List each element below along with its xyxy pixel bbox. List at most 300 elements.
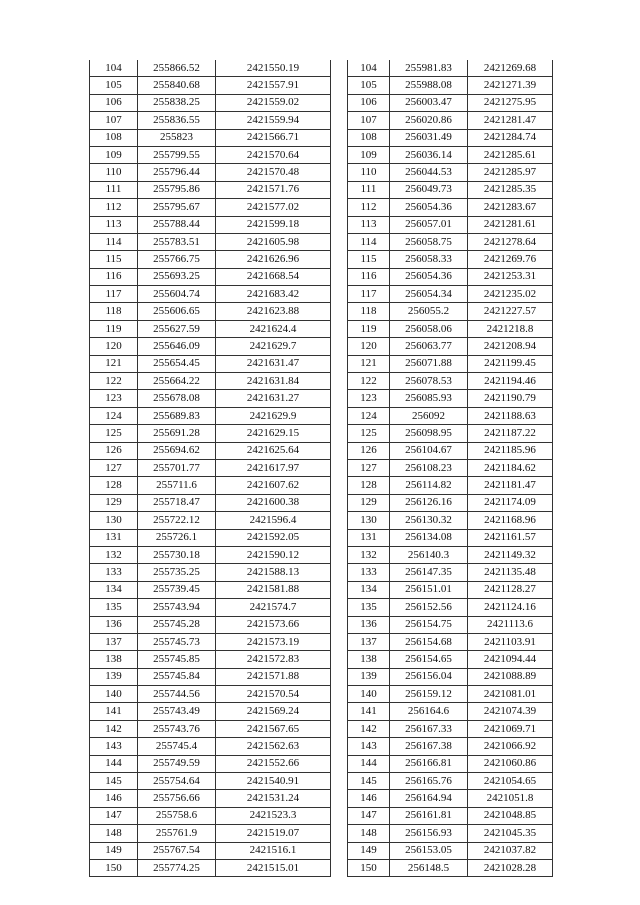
x-coordinate-cell: 256057.01 — [390, 216, 468, 233]
point-number-cell: 104 — [90, 60, 138, 77]
table-row — [90, 199, 331, 216]
x-coordinate-cell: 256054.36 — [390, 268, 468, 285]
y-coordinate-cell: 2421045.35 — [468, 825, 553, 842]
table-row — [90, 807, 331, 824]
point-number-cell: 139 — [348, 668, 390, 685]
point-number-cell: 119 — [348, 320, 390, 337]
y-coordinate-cell: 2421128.27 — [468, 581, 553, 598]
table-row — [90, 164, 331, 181]
x-coordinate-cell: 256152.56 — [390, 599, 468, 616]
table-row — [348, 477, 553, 494]
point-number-cell: 125 — [348, 425, 390, 442]
table-row — [90, 790, 331, 807]
point-number-cell: 126 — [348, 442, 390, 459]
table-row — [90, 494, 331, 511]
y-coordinate-cell: 2421574.7 — [216, 599, 331, 616]
y-coordinate-cell: 2421285.35 — [468, 181, 553, 198]
y-coordinate-cell: 2421570.54 — [216, 686, 331, 703]
table-row — [90, 320, 331, 337]
x-coordinate-cell: 255646.09 — [138, 338, 216, 355]
x-coordinate-cell: 255689.83 — [138, 407, 216, 424]
table-row — [348, 181, 553, 198]
table-row — [90, 181, 331, 198]
table-row — [90, 129, 331, 146]
table-row — [348, 233, 553, 250]
x-coordinate-cell: 255743.94 — [138, 599, 216, 616]
y-coordinate-cell: 2421567.65 — [216, 720, 331, 737]
point-number-cell: 138 — [348, 651, 390, 668]
y-coordinate-cell: 2421069.71 — [468, 720, 553, 737]
table-row — [90, 268, 331, 285]
point-number-cell: 128 — [348, 477, 390, 494]
table-row — [348, 146, 553, 163]
x-coordinate-cell: 256167.38 — [390, 738, 468, 755]
x-coordinate-cell: 255796.44 — [138, 164, 216, 181]
x-coordinate-cell: 255866.52 — [138, 60, 216, 77]
table-row — [348, 442, 553, 459]
point-number-cell: 148 — [90, 825, 138, 842]
point-number-cell: 150 — [90, 859, 138, 876]
x-coordinate-cell: 255604.74 — [138, 286, 216, 303]
y-coordinate-cell: 2421588.13 — [216, 564, 331, 581]
x-coordinate-cell: 256166.81 — [390, 755, 468, 772]
point-number-cell: 123 — [348, 390, 390, 407]
point-number-cell: 130 — [348, 512, 390, 529]
y-coordinate-cell: 2421557.91 — [216, 77, 331, 94]
table-row — [90, 459, 331, 476]
point-number-cell: 143 — [348, 738, 390, 755]
point-number-cell: 122 — [348, 373, 390, 390]
x-coordinate-cell: 256044.53 — [390, 164, 468, 181]
point-number-cell: 147 — [348, 807, 390, 824]
x-coordinate-cell: 256055.2 — [390, 303, 468, 320]
x-coordinate-cell: 255795.86 — [138, 181, 216, 198]
point-number-cell: 142 — [348, 720, 390, 737]
x-coordinate-cell: 255743.76 — [138, 720, 216, 737]
table-row — [90, 338, 331, 355]
point-number-cell: 105 — [90, 77, 138, 94]
table-row — [90, 425, 331, 442]
point-number-cell: 150 — [348, 859, 390, 876]
x-coordinate-cell: 255745.85 — [138, 651, 216, 668]
x-coordinate-cell: 256058.33 — [390, 251, 468, 268]
x-coordinate-cell: 255654.45 — [138, 355, 216, 372]
x-coordinate-cell: 255840.68 — [138, 77, 216, 94]
point-number-cell: 121 — [90, 355, 138, 372]
point-number-cell: 135 — [348, 599, 390, 616]
point-number-cell: 114 — [90, 233, 138, 250]
table-row — [348, 790, 553, 807]
point-number-cell: 117 — [90, 286, 138, 303]
y-coordinate-cell: 2421218.8 — [468, 320, 553, 337]
x-coordinate-cell: 255711.6 — [138, 477, 216, 494]
table-row — [348, 703, 553, 720]
y-coordinate-cell: 2421283.67 — [468, 199, 553, 216]
point-number-cell: 133 — [90, 564, 138, 581]
y-coordinate-cell: 2421519.07 — [216, 825, 331, 842]
coordinate-table-left — [89, 60, 331, 877]
y-coordinate-cell: 2421516.1 — [216, 842, 331, 859]
table-row — [90, 529, 331, 546]
table-row — [348, 651, 553, 668]
table-row — [348, 755, 553, 772]
y-coordinate-cell: 2421028.28 — [468, 859, 553, 876]
x-coordinate-cell: 255735.25 — [138, 564, 216, 581]
x-coordinate-cell: 255836.55 — [138, 112, 216, 129]
table-row — [90, 233, 331, 250]
x-coordinate-cell: 255744.56 — [138, 686, 216, 703]
y-coordinate-cell: 2421599.18 — [216, 216, 331, 233]
y-coordinate-cell: 2421060.86 — [468, 755, 553, 772]
x-coordinate-cell: 255745.4 — [138, 738, 216, 755]
point-number-cell: 122 — [90, 373, 138, 390]
point-number-cell: 114 — [348, 233, 390, 250]
table-row — [90, 373, 331, 390]
point-number-cell: 141 — [90, 703, 138, 720]
table-row — [348, 720, 553, 737]
table-row — [90, 355, 331, 372]
table-row — [348, 546, 553, 563]
table-row — [348, 529, 553, 546]
point-number-cell: 143 — [90, 738, 138, 755]
table-row — [348, 633, 553, 650]
table-row — [90, 581, 331, 598]
x-coordinate-cell: 256130.32 — [390, 512, 468, 529]
y-coordinate-cell: 2421185.96 — [468, 442, 553, 459]
table-row — [348, 286, 553, 303]
table-row — [90, 146, 331, 163]
y-coordinate-cell: 2421631.47 — [216, 355, 331, 372]
x-coordinate-cell: 256134.08 — [390, 529, 468, 546]
table-row — [348, 216, 553, 233]
point-number-cell: 129 — [90, 494, 138, 511]
y-coordinate-cell: 2421187.22 — [468, 425, 553, 442]
point-number-cell: 148 — [348, 825, 390, 842]
x-coordinate-cell: 255743.49 — [138, 703, 216, 720]
y-coordinate-cell: 2421188.63 — [468, 407, 553, 424]
table-row — [348, 112, 553, 129]
table-row — [90, 599, 331, 616]
y-coordinate-cell: 2421590.12 — [216, 546, 331, 563]
y-coordinate-cell: 2421051.8 — [468, 790, 553, 807]
x-coordinate-cell: 256154.68 — [390, 633, 468, 650]
x-coordinate-cell: 255988.08 — [390, 77, 468, 94]
table-row — [90, 738, 331, 755]
y-coordinate-cell: 2421570.48 — [216, 164, 331, 181]
table-row — [348, 616, 553, 633]
x-coordinate-cell: 255749.59 — [138, 755, 216, 772]
point-number-cell: 108 — [90, 129, 138, 146]
point-number-cell: 116 — [90, 268, 138, 285]
x-coordinate-cell: 255691.28 — [138, 425, 216, 442]
x-coordinate-cell: 255799.55 — [138, 146, 216, 163]
point-number-cell: 144 — [348, 755, 390, 772]
x-coordinate-cell: 255756.66 — [138, 790, 216, 807]
y-coordinate-cell: 2421113.6 — [468, 616, 553, 633]
table-row — [90, 442, 331, 459]
y-coordinate-cell: 2421066.92 — [468, 738, 553, 755]
point-number-cell: 132 — [90, 546, 138, 563]
x-coordinate-cell: 256058.75 — [390, 233, 468, 250]
table-row — [90, 251, 331, 268]
table-row — [348, 268, 553, 285]
x-coordinate-cell: 255823 — [138, 129, 216, 146]
point-number-cell: 113 — [90, 216, 138, 233]
x-coordinate-cell: 255718.47 — [138, 494, 216, 511]
x-coordinate-cell: 256036.14 — [390, 146, 468, 163]
table-row — [348, 129, 553, 146]
y-coordinate-cell: 2421081.01 — [468, 686, 553, 703]
x-coordinate-cell: 256167.33 — [390, 720, 468, 737]
y-coordinate-cell: 2421515.01 — [216, 859, 331, 876]
x-coordinate-cell: 255693.25 — [138, 268, 216, 285]
point-number-cell: 109 — [348, 146, 390, 163]
x-coordinate-cell: 256161.81 — [390, 807, 468, 824]
x-coordinate-cell: 255722.12 — [138, 512, 216, 529]
y-coordinate-cell: 2421592.05 — [216, 529, 331, 546]
x-coordinate-cell: 256164.6 — [390, 703, 468, 720]
point-number-cell: 107 — [90, 112, 138, 129]
table-row — [348, 599, 553, 616]
point-number-cell: 112 — [348, 199, 390, 216]
y-coordinate-cell: 2421629.15 — [216, 425, 331, 442]
table-row — [348, 199, 553, 216]
x-coordinate-cell: 255758.6 — [138, 807, 216, 824]
y-coordinate-cell: 2421531.24 — [216, 790, 331, 807]
table-row — [348, 390, 553, 407]
y-coordinate-cell: 2421540.91 — [216, 773, 331, 790]
y-coordinate-cell: 2421168.96 — [468, 512, 553, 529]
x-coordinate-cell: 256148.5 — [390, 859, 468, 876]
table-row — [348, 373, 553, 390]
table-row — [90, 686, 331, 703]
point-number-cell: 106 — [90, 94, 138, 111]
point-number-cell: 120 — [348, 338, 390, 355]
point-number-cell: 138 — [90, 651, 138, 668]
table-row — [90, 633, 331, 650]
point-number-cell: 145 — [90, 773, 138, 790]
point-number-cell: 137 — [348, 633, 390, 650]
x-coordinate-cell: 255981.83 — [390, 60, 468, 77]
y-coordinate-cell: 2421596.4 — [216, 512, 331, 529]
y-coordinate-cell: 2421600.38 — [216, 494, 331, 511]
y-coordinate-cell: 2421617.97 — [216, 459, 331, 476]
x-coordinate-cell: 256054.34 — [390, 286, 468, 303]
point-number-cell: 142 — [90, 720, 138, 737]
point-number-cell: 131 — [348, 529, 390, 546]
point-number-cell: 111 — [90, 181, 138, 198]
table-row — [90, 755, 331, 772]
table-row — [348, 564, 553, 581]
x-coordinate-cell: 255745.28 — [138, 616, 216, 633]
y-coordinate-cell: 2421559.94 — [216, 112, 331, 129]
x-coordinate-cell: 256058.06 — [390, 320, 468, 337]
y-coordinate-cell: 2421208.94 — [468, 338, 553, 355]
x-coordinate-cell: 256156.93 — [390, 825, 468, 842]
x-coordinate-cell: 256153.05 — [390, 842, 468, 859]
y-coordinate-cell: 2421281.47 — [468, 112, 553, 129]
point-number-cell: 120 — [90, 338, 138, 355]
x-coordinate-cell: 255739.45 — [138, 581, 216, 598]
x-coordinate-cell: 256164.94 — [390, 790, 468, 807]
point-number-cell: 134 — [90, 581, 138, 598]
table-row — [348, 425, 553, 442]
y-coordinate-cell: 2421054.65 — [468, 773, 553, 790]
x-coordinate-cell: 256071.88 — [390, 355, 468, 372]
y-coordinate-cell: 2421088.89 — [468, 668, 553, 685]
y-coordinate-cell: 2421624.4 — [216, 320, 331, 337]
point-number-cell: 134 — [348, 581, 390, 598]
x-coordinate-cell: 256108.23 — [390, 459, 468, 476]
coordinate-table-right — [347, 60, 553, 877]
x-coordinate-cell: 255745.84 — [138, 668, 216, 685]
y-coordinate-cell: 2421559.02 — [216, 94, 331, 111]
x-coordinate-cell: 255788.44 — [138, 216, 216, 233]
table-row — [90, 477, 331, 494]
y-coordinate-cell: 2421285.61 — [468, 146, 553, 163]
y-coordinate-cell: 2421607.62 — [216, 477, 331, 494]
x-coordinate-cell: 255766.75 — [138, 251, 216, 268]
point-number-cell: 139 — [90, 668, 138, 685]
table-row — [348, 164, 553, 181]
y-coordinate-cell: 2421573.66 — [216, 616, 331, 633]
table-row — [348, 251, 553, 268]
y-coordinate-cell: 2421281.61 — [468, 216, 553, 233]
table-row — [348, 825, 553, 842]
table-row — [90, 286, 331, 303]
point-number-cell: 147 — [90, 807, 138, 824]
table-row — [348, 512, 553, 529]
x-coordinate-cell: 255745.73 — [138, 633, 216, 650]
y-coordinate-cell: 2421271.39 — [468, 77, 553, 94]
x-coordinate-cell: 256140.3 — [390, 546, 468, 563]
y-coordinate-cell: 2421625.64 — [216, 442, 331, 459]
table-row — [90, 94, 331, 111]
point-number-cell: 124 — [348, 407, 390, 424]
point-number-cell: 104 — [348, 60, 390, 77]
x-coordinate-cell: 256063.77 — [390, 338, 468, 355]
point-number-cell: 106 — [348, 94, 390, 111]
x-coordinate-cell: 255726.1 — [138, 529, 216, 546]
y-coordinate-cell: 2421571.76 — [216, 181, 331, 198]
point-number-cell: 113 — [348, 216, 390, 233]
table-row — [348, 738, 553, 755]
x-coordinate-cell: 256054.36 — [390, 199, 468, 216]
point-number-cell: 110 — [90, 164, 138, 181]
y-coordinate-cell: 2421194.46 — [468, 373, 553, 390]
x-coordinate-cell: 256049.73 — [390, 181, 468, 198]
point-number-cell: 128 — [90, 477, 138, 494]
point-number-cell: 129 — [348, 494, 390, 511]
x-coordinate-cell: 256114.82 — [390, 477, 468, 494]
x-coordinate-cell: 256154.65 — [390, 651, 468, 668]
table-row — [348, 77, 553, 94]
y-coordinate-cell: 2421683.42 — [216, 286, 331, 303]
point-number-cell: 112 — [90, 199, 138, 216]
x-coordinate-cell: 256085.93 — [390, 390, 468, 407]
point-number-cell: 149 — [348, 842, 390, 859]
point-number-cell: 118 — [348, 303, 390, 320]
point-number-cell: 108 — [348, 129, 390, 146]
y-coordinate-cell: 2421550.19 — [216, 60, 331, 77]
y-coordinate-cell: 2421631.27 — [216, 390, 331, 407]
table-row — [90, 112, 331, 129]
point-number-cell: 127 — [90, 459, 138, 476]
point-number-cell: 144 — [90, 755, 138, 772]
y-coordinate-cell: 2421626.96 — [216, 251, 331, 268]
table-row — [90, 77, 331, 94]
y-coordinate-cell: 2421278.64 — [468, 233, 553, 250]
y-coordinate-cell: 2421135.48 — [468, 564, 553, 581]
y-coordinate-cell: 2421523.3 — [216, 807, 331, 824]
table-row — [90, 825, 331, 842]
y-coordinate-cell: 2421285.97 — [468, 164, 553, 181]
y-coordinate-cell: 2421103.91 — [468, 633, 553, 650]
x-coordinate-cell: 255678.08 — [138, 390, 216, 407]
point-number-cell: 117 — [348, 286, 390, 303]
point-number-cell: 130 — [90, 512, 138, 529]
y-coordinate-cell: 2421227.57 — [468, 303, 553, 320]
y-coordinate-cell: 2421581.88 — [216, 581, 331, 598]
x-coordinate-cell: 256147.35 — [390, 564, 468, 581]
table-row — [90, 546, 331, 563]
x-coordinate-cell: 255627.59 — [138, 320, 216, 337]
table-row — [348, 686, 553, 703]
y-coordinate-cell: 2421190.79 — [468, 390, 553, 407]
x-coordinate-cell: 255795.67 — [138, 199, 216, 216]
x-coordinate-cell: 256104.67 — [390, 442, 468, 459]
table-row — [348, 859, 553, 876]
y-coordinate-cell: 2421668.54 — [216, 268, 331, 285]
table-row — [348, 60, 553, 77]
point-number-cell: 127 — [348, 459, 390, 476]
point-number-cell: 126 — [90, 442, 138, 459]
y-coordinate-cell: 2421570.64 — [216, 146, 331, 163]
x-coordinate-cell: 255838.25 — [138, 94, 216, 111]
table-row — [90, 407, 331, 424]
x-coordinate-cell: 255694.62 — [138, 442, 216, 459]
x-coordinate-cell: 256156.04 — [390, 668, 468, 685]
table-row — [348, 338, 553, 355]
point-number-cell: 125 — [90, 425, 138, 442]
y-coordinate-cell: 2421253.31 — [468, 268, 553, 285]
point-number-cell: 146 — [348, 790, 390, 807]
x-coordinate-cell: 256098.95 — [390, 425, 468, 442]
y-coordinate-cell: 2421037.82 — [468, 842, 553, 859]
y-coordinate-cell: 2421629.7 — [216, 338, 331, 355]
table-row — [348, 320, 553, 337]
point-number-cell: 116 — [348, 268, 390, 285]
table-row — [90, 859, 331, 876]
y-coordinate-cell: 2421631.84 — [216, 373, 331, 390]
table-row — [90, 668, 331, 685]
y-coordinate-cell: 2421275.95 — [468, 94, 553, 111]
point-number-cell: 149 — [90, 842, 138, 859]
point-number-cell: 145 — [348, 773, 390, 790]
point-number-cell: 132 — [348, 546, 390, 563]
y-coordinate-cell: 2421161.57 — [468, 529, 553, 546]
point-number-cell: 133 — [348, 564, 390, 581]
x-coordinate-cell: 255767.54 — [138, 842, 216, 859]
x-coordinate-cell: 256165.76 — [390, 773, 468, 790]
y-coordinate-cell: 2421174.09 — [468, 494, 553, 511]
point-number-cell: 109 — [90, 146, 138, 163]
table-row — [90, 390, 331, 407]
x-coordinate-cell: 255701.77 — [138, 459, 216, 476]
point-number-cell: 136 — [90, 616, 138, 633]
point-number-cell: 123 — [90, 390, 138, 407]
point-number-cell: 110 — [348, 164, 390, 181]
